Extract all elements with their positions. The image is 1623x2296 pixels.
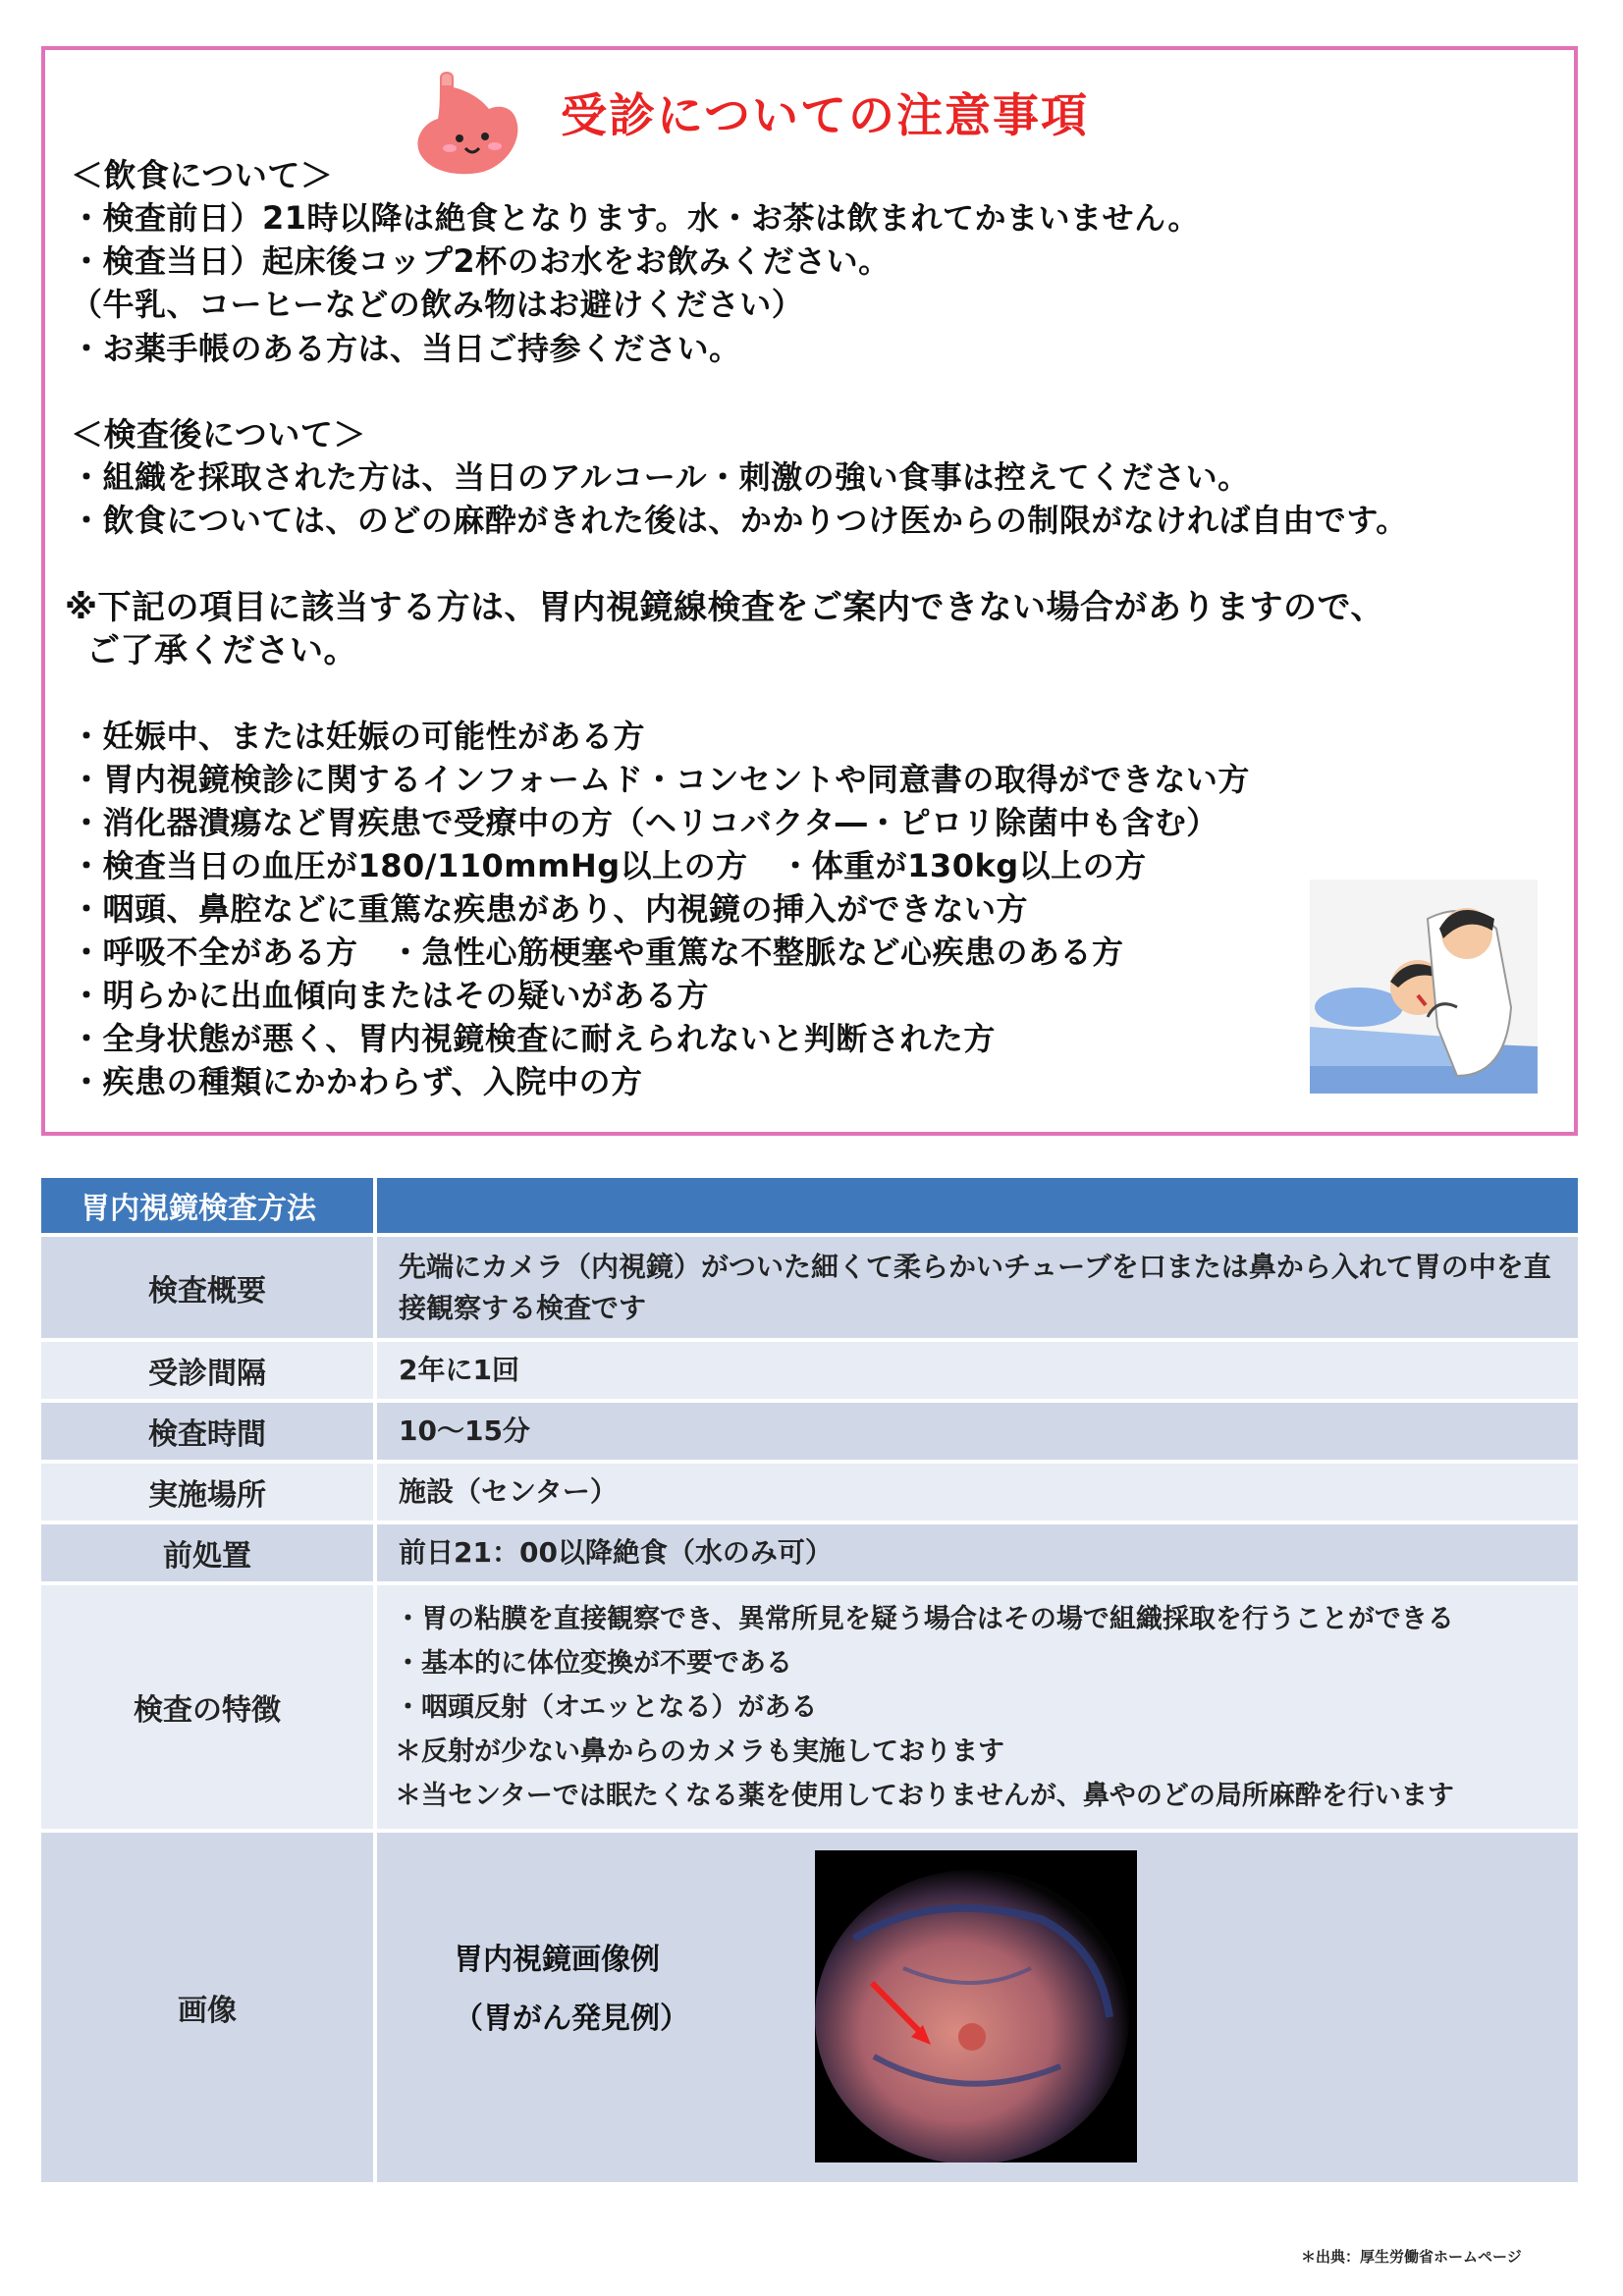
row-label: 画像 <box>41 1833 377 2186</box>
exclusion-item: ・全身状態が悪く、胃内視鏡検査に耐えられないと判断された方 <box>71 1020 996 1057</box>
feature-item: ・咽頭反射（オエッとなる）がある <box>395 1691 818 1723</box>
exclusion-item: ・明らかに出血傾向またはその疑いがある方 <box>71 977 710 1014</box>
row-label: 受診間隔 <box>41 1342 377 1403</box>
image-caption-line: 胃内視鏡画像例 <box>454 1943 660 1977</box>
warning-line: ※下記の項目に該当する方は、胃内視鏡線検査をご案内できない場合がありますので、 <box>65 588 1384 627</box>
row-label: 実施場所 <box>41 1464 377 1524</box>
row-label: 検査の特徴 <box>41 1585 377 1833</box>
stomach-character-icon <box>410 70 526 180</box>
table-row <box>41 1342 1578 1403</box>
table-row <box>41 1585 1578 1833</box>
table-header-blank <box>377 1178 1578 1237</box>
exclusion-item: ・呼吸不全がある方 ・急性心筋梗塞や重篤な不整脈など心疾患のある方 <box>71 934 1124 971</box>
row-label: 検査概要 <box>41 1237 377 1342</box>
exclusion-item: ・消化器潰瘍など胃疾患で受療中の方（ヘリコバクタ―・ピロリ除菌中も含む） <box>71 804 1218 841</box>
feature-item: ・胃の粘膜を直接観察でき、異常所見を疑う場合はその場で組織採取を行うことができる <box>395 1603 1454 1634</box>
row-label: 前処置 <box>41 1524 377 1585</box>
method-table <box>41 1178 1578 2186</box>
table-row <box>41 1464 1578 1524</box>
table-row <box>41 1524 1578 1585</box>
row-value: 前日21：00以降絶食（水のみ可） <box>377 1524 1578 1585</box>
notice-title: 受診についての注意事項 <box>561 89 1090 143</box>
table-row <box>41 1833 1578 2186</box>
row-value <box>377 1237 1578 1342</box>
row-value <box>377 1585 1578 1833</box>
table-row <box>41 1237 1578 1342</box>
image-caption-line: （胃がん発見例） <box>454 2002 689 2036</box>
row-value <box>377 1833 1578 2186</box>
after-heading: ＜検査後について＞ <box>71 415 366 454</box>
exclusion-item: ・疾患の種類にかかわらず、入院中の方 <box>71 1063 643 1100</box>
row-label: 検査時間 <box>41 1403 377 1464</box>
diet-item: ・検査前日）21時以降は絶食となります。水・お茶は飲まれてかまいません。 <box>71 199 1200 237</box>
exclusion-item: ・咽頭、鼻腔などに重篤な疾患があり、内視鏡の挿入ができない方 <box>71 890 1029 928</box>
exclusion-item: ・胃内視鏡検診に関するインフォームド・コンセントや同意書の取得ができない方 <box>71 761 1250 798</box>
row-value: 施設（センター） <box>377 1464 1578 1524</box>
after-item: ・飲食については、のどの麻酔がきれた後は、かかりつけ医からの制限がなければ自由です。 <box>71 502 1408 539</box>
table-row <box>41 1403 1578 1464</box>
exclusion-item: ・検査当日の血圧が180/110mmHg以上の方 ・体重が130kg以上の方 <box>71 847 1147 884</box>
overview-line: 先端にカメラ（内視鏡）がついた細くて柔らかいチューブを口または鼻から入れて胃の中を直 <box>399 1250 1551 1283</box>
row-value: 10～15分 <box>377 1403 1578 1464</box>
feature-item: ＊当センターでは眠たくなる薬を使用しておりませんが、鼻やのどの局所麻酔を行います <box>395 1780 1454 1811</box>
row-value: 2年に1回 <box>377 1342 1578 1403</box>
diet-item: ・検査当日）起床後コップ2杯のお水をお飲みください。 <box>71 242 891 280</box>
image-caption <box>454 1931 689 2049</box>
source-credit: ＊出典：厚生労働省ホームページ <box>1301 2248 1522 2266</box>
diet-item: （牛乳、コーヒーなどの飲み物はお避けください） <box>71 286 804 323</box>
endoscopy-image <box>815 1850 1137 2163</box>
table-header-row <box>41 1178 1578 1237</box>
notice-box <box>41 46 1578 1136</box>
table-header-title: 胃内視鏡検査方法 <box>41 1178 377 1237</box>
exclusion-item: ・妊娠中、または妊娠の可能性がある方 <box>71 718 646 755</box>
diet-item: ・お薬手帳のある方は、当日ご持参ください。 <box>71 330 741 367</box>
feature-item: ＊反射が少ない鼻からのカメラも実施しております <box>395 1735 1004 1767</box>
warning-line: ご了承ください。 <box>86 631 357 670</box>
doctor-patient-illustration <box>1310 880 1538 1094</box>
overview-line: 接観察する検査です <box>399 1291 647 1324</box>
after-item: ・組織を採取された方は、当日のアルコール・刺激の強い食事は控えてください。 <box>71 458 1250 496</box>
diet-heading: ＜飲食について＞ <box>71 156 334 194</box>
feature-item: ・基本的に体位変換が不要である <box>395 1647 792 1679</box>
